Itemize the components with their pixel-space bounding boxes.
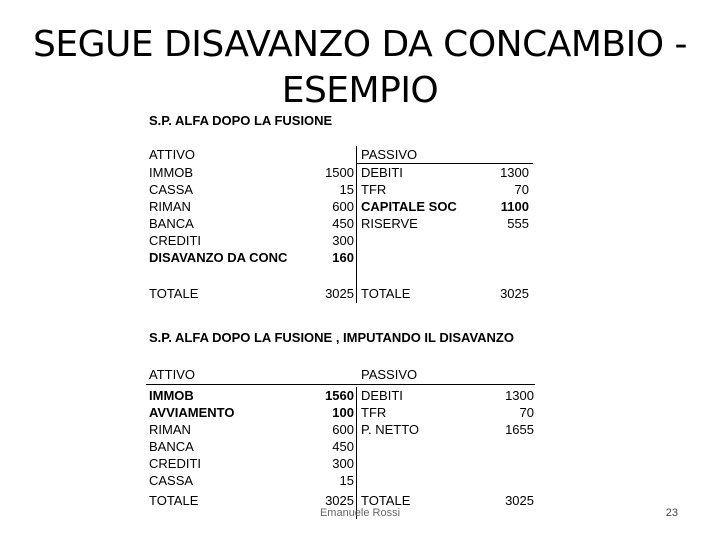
liability-label: TFR: [361, 182, 387, 197]
liability-label: TFR: [361, 405, 387, 420]
slide-title-line-1: SEGUE DISAVANZO DA CONCAMBIO -: [32, 24, 687, 65]
total-value: 3025: [325, 493, 354, 508]
table1-row: [0, 249, 720, 266]
asset-value: 1560: [325, 388, 354, 403]
asset-label: IMMOB: [149, 388, 194, 403]
asset-label: RIMAN: [149, 422, 191, 437]
total-value: 3025: [505, 493, 534, 508]
total-value: 3025: [500, 286, 529, 301]
table2-row: [0, 404, 720, 421]
table2-row: [0, 421, 720, 438]
table1-attivo-header: ATTIVO: [149, 147, 195, 162]
liability-value: 70: [514, 182, 529, 197]
asset-value: 600: [332, 422, 354, 437]
total-label: TOTALE: [149, 493, 199, 508]
asset-label: BANCA: [149, 216, 194, 231]
liability-value: 70: [519, 405, 534, 420]
liability-value: 555: [507, 216, 529, 231]
table1-passivo-header: PASSIVO: [361, 147, 418, 162]
liability-label: DEBITI: [361, 165, 403, 180]
asset-value: 15: [339, 182, 354, 197]
liability-label: DEBITI: [361, 388, 403, 403]
asset-value: 15: [339, 473, 354, 488]
table2-row: [0, 472, 720, 489]
table1-column-divider: [356, 146, 357, 303]
asset-label: CASSA: [149, 182, 194, 197]
table1-row: [0, 181, 720, 198]
asset-label: RIMAN: [149, 199, 191, 214]
asset-label: CREDITI: [149, 456, 201, 471]
asset-value: 300: [332, 456, 354, 471]
table2-row: [0, 387, 720, 404]
table2-row: [0, 438, 720, 455]
liability-label: P. NETTO: [361, 422, 420, 437]
total-value: 3025: [325, 286, 354, 301]
asset-label: AVVIAMENTO: [149, 405, 235, 420]
asset-value: 450: [332, 439, 354, 454]
liability-label: RISERVE: [361, 216, 418, 231]
table1-heading: S.P. ALFA DOPO LA FUSIONE: [149, 113, 333, 128]
table2-heading: S.P. ALFA DOPO LA FUSIONE , IMPUTANDO IL DISAVANZO: [149, 330, 514, 345]
asset-value: 160: [332, 250, 354, 265]
liability-value: 1300: [500, 165, 529, 180]
asset-label: BANCA: [149, 439, 194, 454]
total-label: TOTALE: [361, 493, 411, 508]
liability-value: 1655: [505, 422, 534, 437]
liability-label: CAPITALE SOC: [361, 199, 457, 214]
liability-value: 1300: [505, 388, 534, 403]
liability-value: 1100: [500, 199, 529, 214]
asset-value: 600: [332, 199, 354, 214]
footer-author: Emanuele Rossi: [319, 507, 401, 519]
table2-header-rule: [146, 384, 535, 385]
table2-row: [0, 455, 720, 472]
page-number: 23: [665, 507, 678, 519]
table1-row: [0, 232, 720, 249]
table1-row: [0, 198, 720, 215]
table1-row: [0, 164, 720, 181]
asset-label: CASSA: [149, 473, 194, 488]
table2-header-row: [0, 366, 720, 383]
asset-value: 300: [332, 233, 354, 248]
total-label: TOTALE: [361, 286, 411, 301]
table1-header-row: [0, 146, 720, 163]
table1-row: [0, 215, 720, 232]
asset-value: 1500: [325, 165, 354, 180]
asset-value: 450: [332, 216, 354, 231]
asset-label: IMMOB: [149, 165, 194, 180]
table2-attivo-header: ATTIVO: [149, 367, 195, 382]
table2-passivo-header: PASSIVO: [361, 367, 418, 382]
asset-label: CREDITI: [149, 233, 201, 248]
total-label: TOTALE: [149, 286, 199, 301]
slide-title-line-2: ESEMPIO: [281, 70, 439, 111]
asset-label: DISAVANZO DA CONC: [149, 250, 288, 265]
asset-value: 100: [332, 405, 354, 420]
slide-title: [30, 22, 690, 114]
table1-total-row: [0, 285, 720, 302]
